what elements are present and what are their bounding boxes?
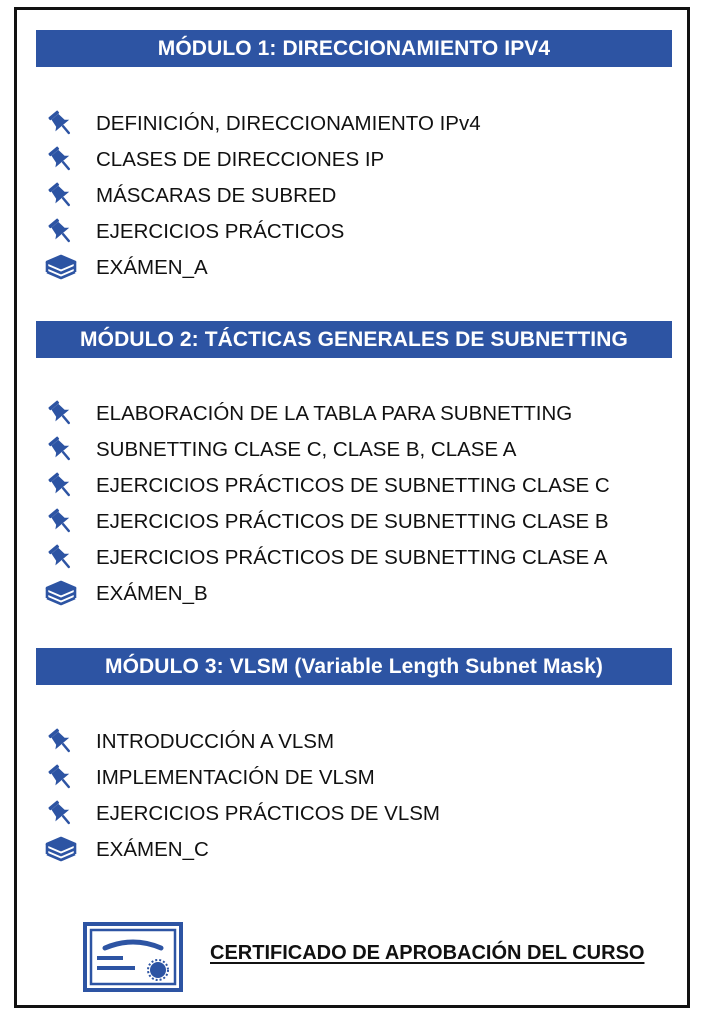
pin-icon — [44, 181, 78, 211]
module-1-items — [44, 106, 481, 286]
module-2-title: MÓDULO 2: TÁCTICAS GENERALES DE SUBNETTING — [36, 321, 672, 358]
stack-icon — [44, 835, 78, 865]
item-label: EXÁMEN_B — [96, 582, 208, 605]
list-item[interactable] — [44, 142, 481, 178]
certificate-icon — [83, 922, 183, 992]
pin-icon — [44, 727, 78, 757]
pin-icon — [44, 799, 78, 829]
item-label: EJERCICIOS PRÁCTICOS — [96, 220, 345, 243]
item-label: EJERCICIOS PRÁCTICOS DE SUBNETTING CLASE B — [96, 510, 609, 533]
pin-icon — [44, 145, 78, 175]
item-label: MÁSCARAS DE SUBRED — [96, 184, 337, 207]
pin-icon — [44, 763, 78, 793]
list-item[interactable] — [44, 468, 610, 504]
item-label: EXÁMEN_A — [96, 256, 208, 279]
pin-icon — [44, 507, 78, 537]
list-item[interactable] — [44, 796, 440, 832]
course-outline-frame — [14, 7, 690, 1008]
list-item[interactable] — [44, 178, 481, 214]
item-label: EXÁMEN_C — [96, 838, 209, 861]
list-item[interactable] — [44, 432, 610, 468]
module-1-title: MÓDULO 1: DIRECCIONAMIENTO IPV4 — [36, 30, 672, 67]
pin-icon — [44, 471, 78, 501]
list-item[interactable] — [44, 214, 481, 250]
list-item[interactable] — [44, 576, 610, 612]
pin-icon — [44, 217, 78, 247]
certificate-link[interactable]: CERTIFICADO DE APROBACIÓN DEL CURSO — [210, 942, 645, 964]
item-label: EJERCICIOS PRÁCTICOS DE SUBNETTING CLASE C — [96, 474, 610, 497]
item-label: ELABORACIÓN DE LA TABLA PARA SUBNETTING — [96, 402, 573, 425]
item-label: CLASES DE DIRECCIONES IP — [96, 148, 385, 171]
list-item[interactable] — [44, 106, 481, 142]
stack-icon — [44, 253, 78, 283]
pin-icon — [44, 109, 78, 139]
stack-icon — [44, 579, 78, 609]
pin-icon — [44, 435, 78, 465]
list-item[interactable] — [44, 396, 610, 432]
item-label: INTRODUCCIÓN A VLSM — [96, 730, 335, 753]
item-label: DEFINICIÓN, DIRECCIONAMIENTO IPv4 — [96, 112, 481, 135]
item-label: SUBNETTING CLASE C, CLASE B, CLASE A — [96, 438, 517, 461]
list-item[interactable] — [44, 760, 440, 796]
module-2-items — [44, 396, 610, 612]
list-item[interactable] — [44, 504, 610, 540]
item-label: IMPLEMENTACIÓN DE VLSM — [96, 766, 375, 789]
item-label: EJERCICIOS PRÁCTICOS DE SUBNETTING CLASE A — [96, 546, 608, 569]
list-item[interactable] — [44, 250, 481, 286]
list-item[interactable] — [44, 724, 440, 760]
pin-icon — [44, 543, 78, 573]
item-label: EJERCICIOS PRÁCTICOS DE VLSM — [96, 802, 441, 825]
pin-icon — [44, 399, 78, 429]
module-3-items — [44, 724, 440, 868]
list-item[interactable] — [44, 832, 440, 868]
module-3-title: MÓDULO 3: VLSM (Variable Length Subnet Mask) — [36, 648, 672, 685]
list-item[interactable] — [44, 540, 610, 576]
